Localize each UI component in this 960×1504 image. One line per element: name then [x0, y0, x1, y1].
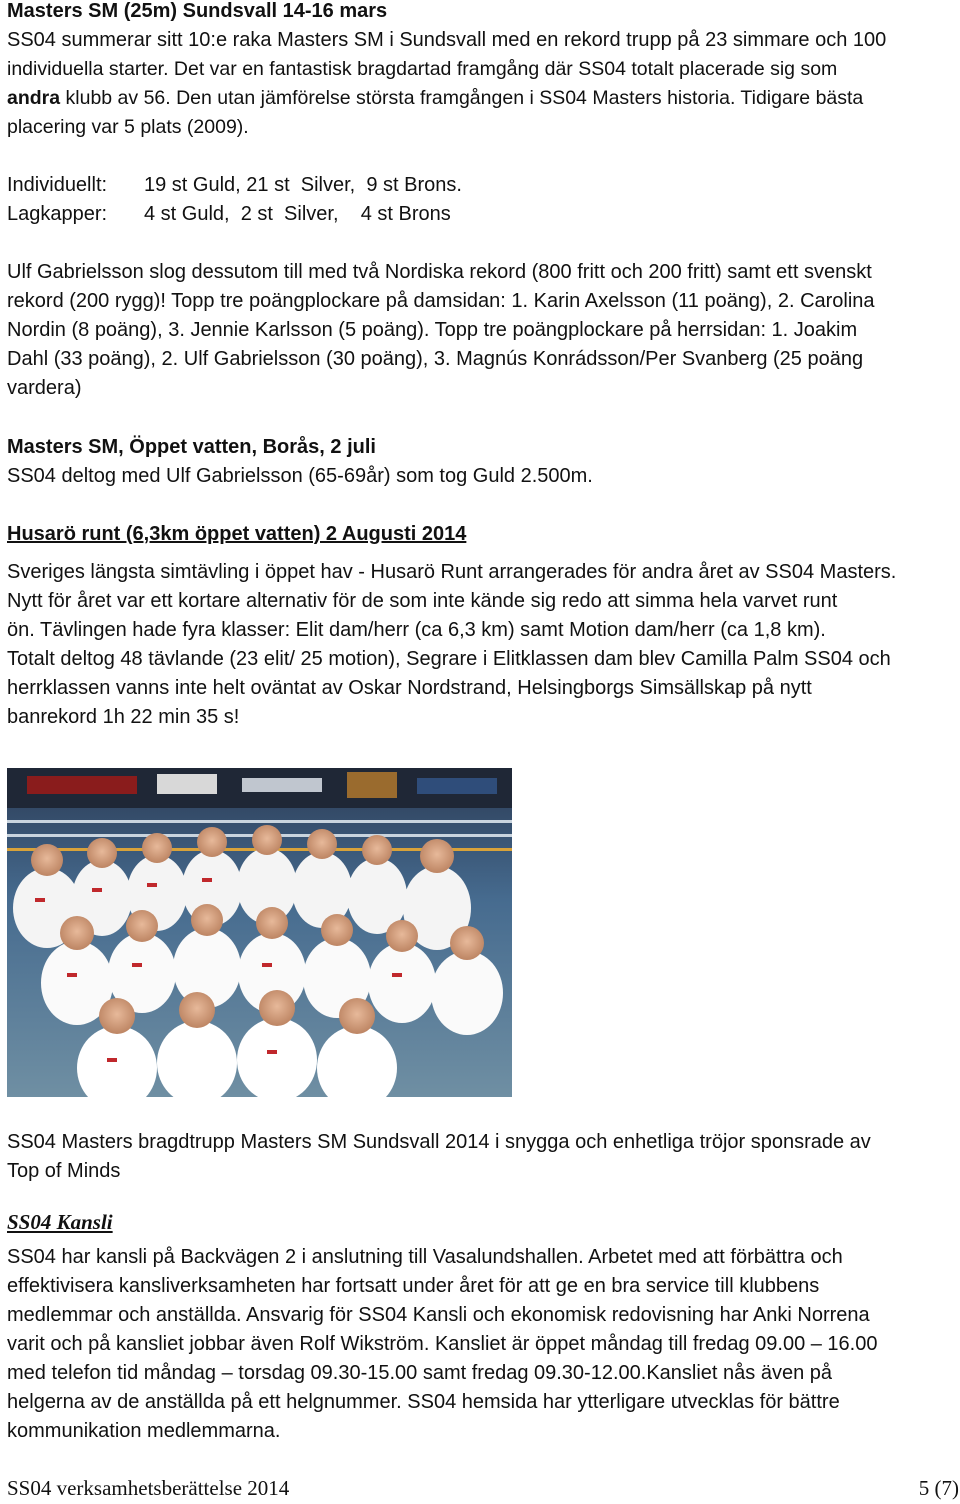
husaro-line: Nytt för året var ett kortare alternativ för de som inte kände sig redo att simma hela varvet runt [7, 590, 838, 612]
section-title-kansli: SS04 Kansli [7, 1210, 113, 1234]
kansli-line: kommunikation medlemmarna. [7, 1420, 281, 1442]
paragraph-line [7, 84, 863, 113]
photo-caption-line: SS04 Masters bragdtrupp Masters SM Sundsvall 2014 i snygga och enhetliga tröjor sponsrade av [7, 1131, 871, 1153]
individual-label: Individuellt: [7, 174, 108, 196]
kansli-line: helgerna av de anställda på ett helgnummer. SS04 hemsida har ytterligare utvecklas för bättre [7, 1391, 840, 1413]
paragraph-line: placering var 5 plats (2009). [7, 116, 249, 138]
individual-value: 19 st Guld, 21 st Silver, 9 st Brons. [144, 174, 462, 196]
relay-value: 4 st Guld, 2 st Silver, 4 st Brons [144, 203, 451, 225]
husaro-line: banrekord 1h 22 min 35 s! [7, 706, 240, 728]
kansli-line: med telefon tid måndag – torsdag 09.30-15.00 samt fredag 09.30-12.00.Kansliet nås även på [7, 1362, 832, 1384]
kansli-line: effektivisera kansliverksamheten har fortsatt under året för att ge en bra service till klubbens [7, 1275, 820, 1297]
section-title-husaro: Husarö runt (6,3km öppet vatten) 2 Augusti 2014 [7, 523, 467, 545]
photo-caption-line: Top of Minds [7, 1160, 121, 1182]
records-line: Nordin (8 poäng), 3. Jennie Karlsson (5 poäng). Topp tre poängplockare på herrsidan: 1. Joakim [7, 319, 858, 341]
section-title-sm-boras: Masters SM, Öppet vatten, Borås, 2 juli [7, 436, 376, 458]
footer-title: SS04 verksamhetsberättelse 2014 [7, 1476, 290, 1500]
paragraph-text: klubb av 56. Den utan jämförelse största framgången i SS04 Masters historia. Tidigare bästa [60, 87, 864, 109]
kansli-line: medlemmar och anställda. Ansvarig för SS04 Kansli och ekonomisk redovisning har Anki Norrena [7, 1304, 870, 1326]
team-photo [7, 768, 512, 1097]
kansli-line: varit och på kansliet jobbar även Rolf Wikström. Kansliet är öppet måndag till fredag 09.00 – 16.00 [7, 1333, 878, 1355]
paragraph-line: individuella starter. Det var en fantastisk bragdartad framgång där SS04 totalt placerade sig som [7, 58, 838, 80]
records-line: Ulf Gabrielsson slog dessutom till med två Nordiska rekord (800 fritt och 200 fritt) samt ett svenskt [7, 261, 872, 283]
records-line: Dahl (33 poäng), 2. Ulf Gabrielsson (30 poäng), 3. Magnús Konrádsson/Per Svanberg (25 poäng [7, 348, 864, 370]
paragraph-line: SS04 deltog med Ulf Gabrielsson (65-69år) som tog Guld 2.500m. [7, 465, 593, 487]
page-number: 5 (7) [918, 1476, 959, 1500]
records-line: rekord (200 rygg)! Topp tre poängplockare på damsidan: 1. Karin Axelsson (11 poäng), 2. Carolina [7, 290, 875, 312]
page-footer [7, 1476, 959, 1504]
kansli-line: SS04 har kansli på Backvägen 2 i anslutning till Vasalundshallen. Arbetet med att förbättra och [7, 1246, 843, 1268]
bold-word: andra [7, 87, 61, 109]
section-title-sm-sundsvall: Masters SM (25m) Sundsvall 14-16 mars [7, 0, 388, 22]
husaro-line: Totalt deltog 48 tävlande (23 elit/ 25 motion), Segrare i Elitklassen dam blev Camilla Palm SS04 och [7, 648, 891, 670]
individual-results [7, 171, 462, 200]
husaro-line: ön. Tävlingen hade fyra klasser: Elit dam/herr (ca 6,3 km) samt Motion dam/herr (ca 1,8 km). [7, 619, 826, 641]
paragraph-line: SS04 summerar sitt 10:e raka Masters SM i Sundsvall med en rekord trupp på 23 simmare och 100 [7, 29, 887, 51]
husaro-line: herrklassen vanns inte helt oväntat av Oskar Nordstrand, Helsingborgs Simsällskap på nytt [7, 677, 812, 699]
records-line: vardera) [7, 377, 82, 399]
relay-label: Lagkapper: [7, 203, 108, 225]
husaro-line: Sveriges längsta simtävling i öppet hav - Husarö Runt arrangerades för andra året av SS04 Masters. [7, 561, 897, 583]
relay-results [7, 200, 451, 229]
team-photo-icon [7, 768, 512, 1097]
